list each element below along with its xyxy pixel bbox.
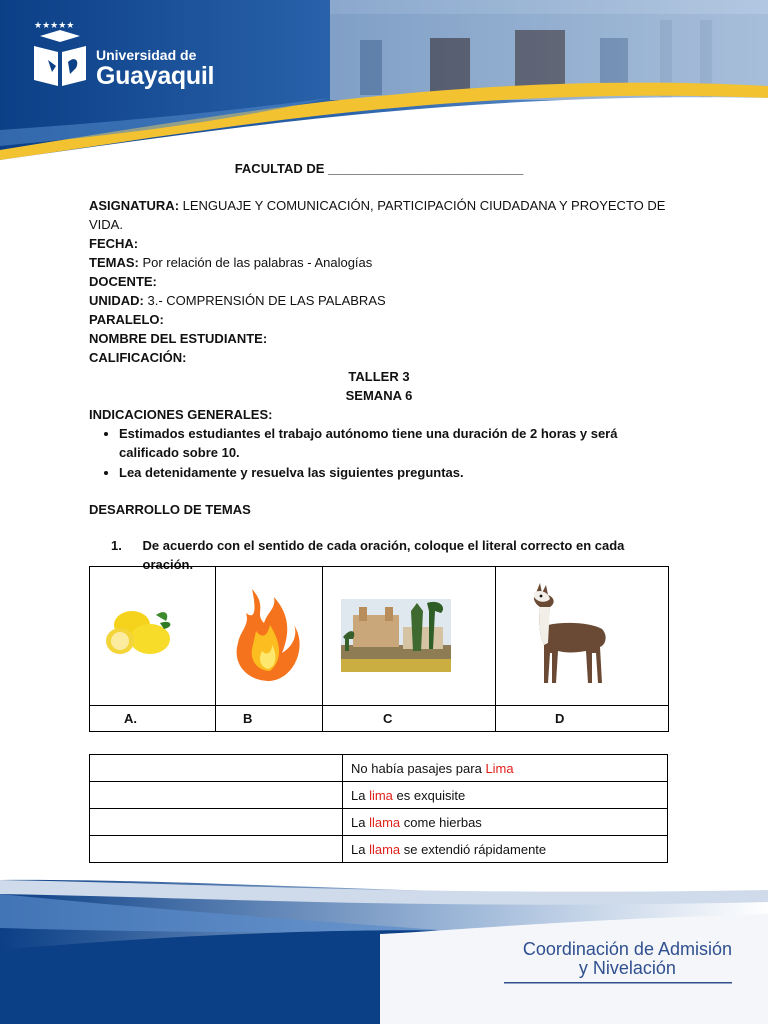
- highlight-word: llama: [369, 841, 401, 857]
- table-row: [90, 836, 668, 863]
- table-row: [90, 755, 668, 782]
- field-fecha: FECHA:: [89, 236, 139, 251]
- table-row: [90, 809, 668, 836]
- table-row: [90, 782, 668, 809]
- university-crest-icon: [30, 16, 90, 88]
- field-temas: TEMAS: Por relación de las palabras - Analogías: [89, 255, 373, 270]
- fire-image: [216, 567, 322, 700]
- footer-line-1: Coordinación de Admisión: [522, 939, 732, 959]
- indicaciones-list: [89, 424, 669, 482]
- cell-lima-plaza: [323, 567, 496, 706]
- list-item: • Estimados estudiantes el trabajo autónomo tiene una duración de 2 horas y será calificado sobre 10.: [119, 424, 669, 462]
- cell-llama: [496, 567, 669, 706]
- university-name: [96, 48, 214, 89]
- question-number: 1.: [111, 538, 122, 553]
- indicaciones-title: INDICACIONES GENERALES:: [89, 407, 273, 422]
- answer-cell[interactable]: [90, 782, 343, 809]
- university-logo: [30, 16, 220, 96]
- cell-fire: [216, 567, 323, 706]
- svg-text:★★★★★: ★★★★★: [34, 21, 75, 31]
- coordinacion-logo-text: [523, 940, 732, 978]
- question-text: De acuerdo con el sentido de cada oración, coloque el literal correcto en cada oración.: [142, 538, 625, 572]
- option-label-b: B: [216, 706, 323, 732]
- sentences-table: [89, 754, 668, 863]
- sentence-cell: La llama come hierbas: [343, 809, 668, 836]
- facultad-line: FACULTAD DE ___________________________: [234, 161, 524, 176]
- option-label-c: C: [323, 706, 496, 732]
- lima-plaza-image: [323, 567, 495, 700]
- field-calificacion: CALIFICACIÓN:: [89, 350, 187, 365]
- highlight-word: lima: [369, 787, 393, 803]
- page-footer-banner: [0, 870, 768, 1024]
- field-unidad: UNIDAD: 3.- COMPRENSIÓN DE LAS PALABRAS: [89, 293, 386, 308]
- footer-line-2: y Nivelación: [578, 957, 676, 978]
- page-header-banner: [0, 0, 768, 170]
- field-nombre-estudiante: NOMBRE DEL ESTUDIANTE:: [89, 331, 268, 346]
- taller-title: TALLER 3: [348, 369, 410, 384]
- sentence-cell: No había pasajes para Lima: [343, 755, 668, 782]
- sentence-cell: La lima es exquisite: [343, 782, 668, 809]
- logo-line-2: Guayaquil: [96, 62, 215, 90]
- image-options-table: [89, 566, 669, 732]
- sentence-cell: La llama se extendió rápidamente: [343, 836, 668, 863]
- list-item: • Lea detenidamente y resuelva las siguientes preguntas.: [119, 463, 669, 482]
- desarrollo-title: DESARROLLO DE TEMAS: [89, 502, 251, 517]
- semana-title: SEMANA 6: [345, 388, 413, 403]
- lemons-image: [90, 567, 215, 700]
- field-asignatura: ASIGNATURA: LENGUAJE Y COMUNICACIÓN, PARTICIPACIÓN CIUDADANA Y PROYECTO DE VIDA.: [89, 198, 666, 232]
- field-docente: DOCENTE:: [89, 274, 157, 289]
- logo-line-1: Universidad de: [96, 47, 197, 63]
- answer-cell[interactable]: [90, 809, 343, 836]
- highlight-word: llama: [369, 814, 401, 830]
- option-label-a: A.: [90, 706, 216, 732]
- answer-cell[interactable]: [90, 755, 343, 782]
- cell-lemons: [90, 567, 216, 706]
- llama-image: [496, 567, 668, 700]
- option-label-d: D: [496, 706, 669, 732]
- field-paralelo: PARALELO:: [89, 312, 164, 327]
- document-body: [89, 146, 669, 574]
- highlight-word: Lima: [485, 760, 514, 776]
- answer-cell[interactable]: [90, 836, 343, 863]
